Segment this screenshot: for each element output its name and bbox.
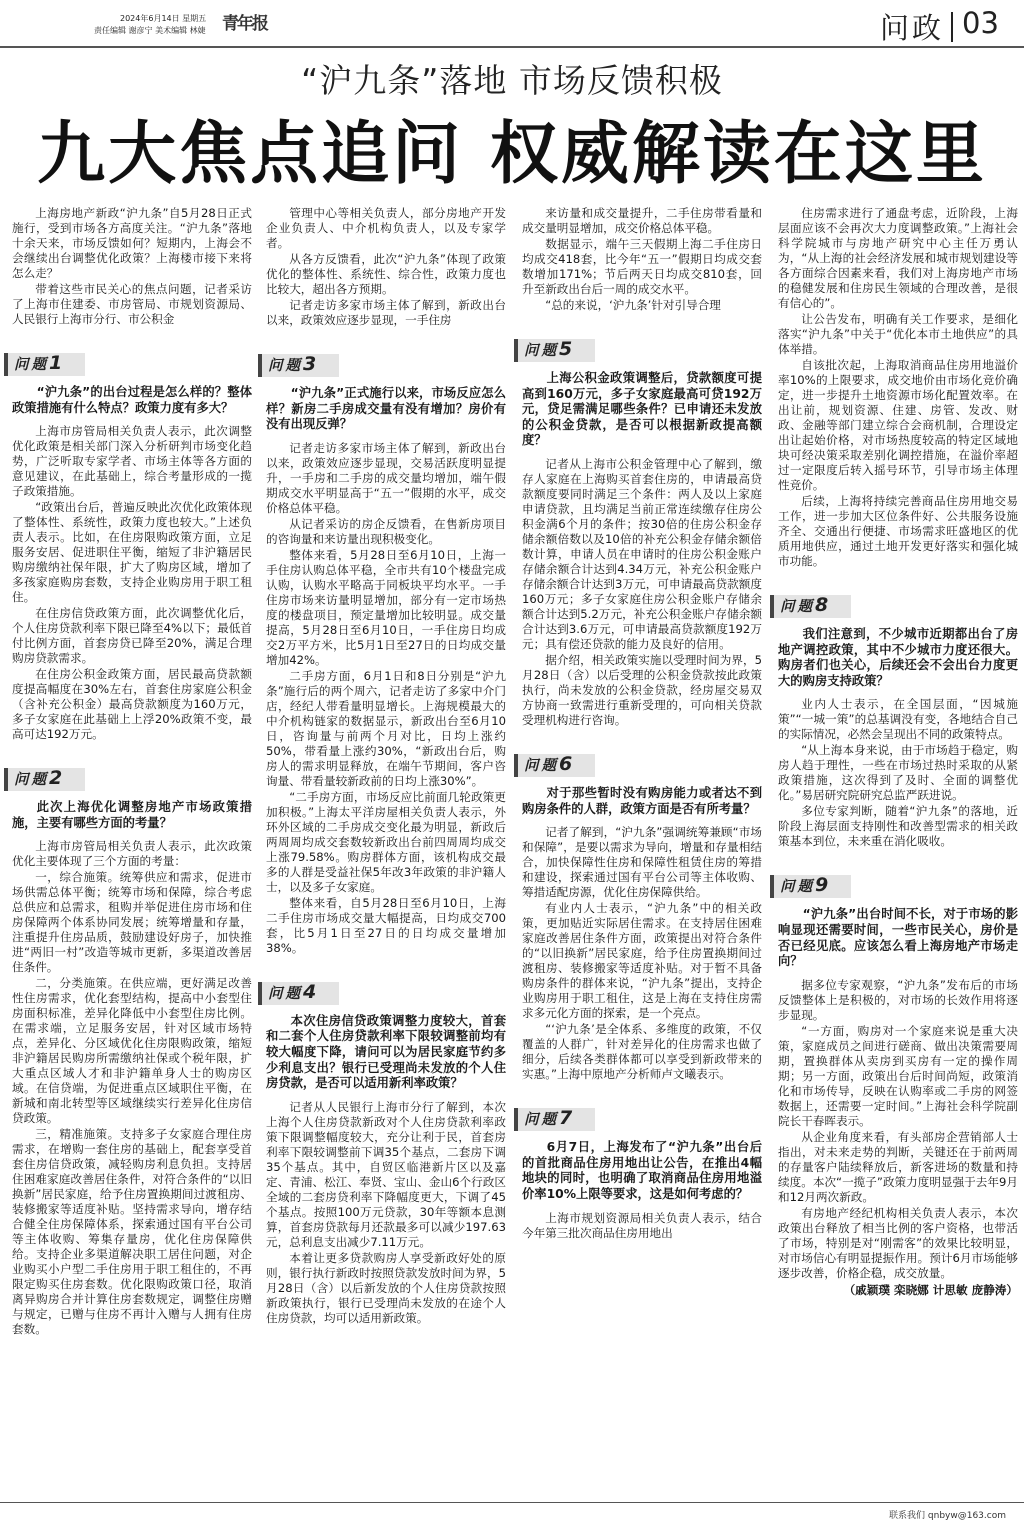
question-number: 7 (559, 1107, 576, 1130)
intro-paragraph: 来访量和成交量提升，二手住房带看量和成交量明显增加，成交价格总体平稳。 (522, 206, 762, 235)
footer-contact: 联系我们 qnbyw@163.com (889, 1511, 1006, 1521)
intro-paragraph: 住房需求进行了通盘考虑，近阶段，上海层面应该不会再次大力度调整政策。”上海社会科学院城市与房地产研究中心主任万勇认为，“从上海的社会经济发展和城市规划建设等各方面综合因素来看，我们对上海房地产市场的稳健发展和住房民生领域的合理改善，是很有信心的”。 (778, 206, 1018, 310)
answer-paragraph: 记者从人民银行上海市分行了解到，本次上海个人住房贷款新政对个人住房贷款利率政策下限调整幅度较大，充分让利于民，首套房利率下限较调整前下调35个基点，二套房下调35个基点。其中，自贸区临港新片区以及嘉定、青浦、松江、奉贤、宝山、金山6个行政区全域的二套房贷利率下降幅度更大，下调了45个基点。按照100万元贷款，30年等额本息测算，首套房贷款每月还款最多可以减少197.63元，总利息支出减少7.11万元。 (266, 1099, 506, 1249)
answer-paragraph: “从上海本身来说，由于市场趋于稳定，购房人趋于理性，一些在市场过热时采取的从紧政策措施，这次得到了及时、全面的调整优化。”易居研究院研究总监严跃进说。 (778, 743, 1018, 803)
question-text: “沪九条”的出台过程是怎么样的？整体政策措施有什么特点？政策力度有多大？ (12, 385, 252, 415)
question-label: 问题 (14, 772, 49, 789)
intro-paragraph: 数据显示，端午三天假期上海二手住房日均成交418套，比今年“五一”假期日均成交套数增加171%；节后两天日均成交810套，回升至新政出台后一周的成交水平。 (522, 237, 762, 296)
answer-paragraph: 在住房公积金政策方面，居民最高贷款额度提高幅度在30%左右，首套住房家庭公积金（含补充公积金）最高贷款额度为160万元，多子女家庭在此基础上上浮20%政策不变，最高可达192万元。 (12, 667, 252, 742)
question-block (522, 754, 762, 817)
answer-paragraph: 记者走访多家市场主体了解到，新政出台以来，政策效应逐步显现，交易活跃度明显提升，一手房和二手房的成交量均增加，端午假期成交水平明显高于“五一”假期的水平，成交价格总体平稳。 (266, 440, 506, 515)
question-tag (4, 353, 85, 376)
intro-paragraph: “总的来说，‘沪九条’针对引导合理 (545, 298, 721, 312)
top-rule (0, 46, 1024, 48)
answer-paragraph: 多位专家判断，随着“沪九条”的落地，近阶段上海层面支持刚性和改善型需求的相关政策基本到位，未来重在消化吸收。 (778, 804, 1018, 849)
answer-paragraph: 业内人士表示，在全国层面，“因城施策”“一城一策”的总基调没有变，各地结合自己的实际情况，必然会呈现出不同的政策特点。 (778, 697, 1018, 742)
answer-paragraph: 一，综合施策。统筹供应和需求，促进市场供需总体平衡；统筹市场和保障，综合考虑总供应和总需求，租购并举促进住房市场和住房保障两个体系协同发展；统筹增量和存量，注重提升住房品质，鼓励建设好房子，加快推进“两旧一村”改造等城市更新，多渠道改善居住条件。 (12, 870, 252, 975)
intro-paragraph: 从各方反馈看，此次“沪九条”体现了政策优化的整体性、系统性、综合性，政策力度也比较大，超出各方预期。 (266, 252, 506, 296)
question-label: 问题 (524, 757, 559, 774)
question-label: 问题 (14, 357, 49, 373)
question-block (12, 353, 252, 416)
continued-paragraph: 让公告发布，明确有关工作要求，是细化落实“沪九条”中关于“优化本市土地供应”的具体举措。 (778, 312, 1018, 356)
answer-paragraph: 整体来看，自5月28日至6月10日，上海二手住房市场成交量大幅提高，日均成交700套，比5月1日至27日的日均成交量增加38%。 (266, 895, 506, 955)
question-number: 8 (815, 594, 832, 616)
section-name: 问政 (880, 11, 945, 45)
answer-paragraph: 在住房信贷政策方面，此次调整优化后，个人住房贷款利率下限已降至4%以下；最低首付比例方面，首套房贷已降至20%，满足合理购房贷款需求。 (12, 606, 252, 666)
question-block (266, 982, 506, 1092)
intro-paragraph: 记者走访多家市场主体了解到，新政出台以来，政策效应逐步显现，一手住房 (266, 298, 506, 327)
answer-paragraph: 上海市规划资源局相关负责人表示，结合今年第三批次商品住房用地出 (522, 1210, 762, 1240)
question-tag (258, 354, 339, 377)
intro-paragraph: 管理中心等相关负责人，部分房地产开发企业负责人、中介机构负责人，以及专家学者。 (266, 206, 506, 250)
answer-paragraph: “‘沪九条’是全体系、多维度的政策，不仅覆盖的人群广，针对差异化的住房需求也做了细分，后续各类群体都可以享受到新政带来的实惠。”上海中原地产分析师卢文曦表示。 (522, 1022, 762, 1082)
question-tag (770, 875, 851, 898)
question-tag (4, 768, 85, 791)
question-block (522, 1108, 762, 1202)
question-block (522, 339, 762, 449)
question-tag (514, 754, 595, 777)
question-block (266, 354, 506, 433)
answer-paragraph: 从记者采访的房企反馈看，在售新房项目的咨询量和来访量出现积极变化。 (266, 516, 506, 546)
answer-paragraph: 二，分类施策。在供应端，更好满足改善性住房需求，优化套型结构，提高中小套型住房面积标准，差异化降低中小套型住房比例。在需求端，立足服务安居，针对区域市场特点，差异化、分区域优化住房限购政策，缩短非沪籍居民购房所需缴纳社保或个税年限，扩大重点区域人才和非沪籍单身人士的购房区域。在信贷端，为促进重点区域职住平衡，在新城和南北转型等区域继续实行差异化住房信贷政策。 (12, 976, 252, 1126)
intro-paragraph: 带着这些市民关心的焦点问题，记者采访了上海市住建委、市房管局、市规划资源局、人民银行上海市分行、市公积金 (12, 282, 252, 326)
question-number: 9 (815, 874, 832, 897)
page-number: 03 (962, 6, 999, 40)
article-column-3 (522, 206, 762, 1242)
answer-paragraph: 从企业角度来看，有头部房企营销部人士指出，对未来走势的判断，关键还在于前两周的存量客户陆续释放后，新客进场的数量和持续度。本次“一揽子”政策力度明显强于去年9月和12月两次新政。 (778, 1129, 1018, 1204)
question-text: 上海公积金政策调整后，贷款额度可提高到160万元，多子女家庭最高可贷192万元，贷足需满足哪些条件？已申请还未发放的公积金贷款，是否可以根据新政提高额度？ (522, 371, 762, 448)
answer-paragraph: 有房地产经纪机构相关负责人表示，本次政策出台释放了相当比例的客户资格，也带活了市场，特别是对“刚需客”的效果比较明显，对市场信心有明显提振作用。预计6月市场能够逐步改善，价格企稳，成交放量。 (778, 1205, 1018, 1280)
headline: 九大焦点追问 权威解读在这里 (37, 115, 987, 194)
footer (0, 1502, 1024, 1524)
question-text: “沪九条”出台时间不长，对于市场的影响显现还需要时间，一些市民关心，房价是否已经见底。应该怎么看上海房地产市场走向？ (778, 907, 1018, 969)
question-block (12, 768, 252, 831)
answer-paragraph: 据介绍，相关政策实施以受理时间为界，5月28日（含）以后受理的公积金贷款按此政策执行，尚未发放的公积金贷款，经房屋交易双方协商一致需进行重新受理的，可向相关贷款受理机构进行咨询。 (522, 652, 762, 727)
answer-paragraph: 有业内人士表示，“沪九条”中的相关政策，更加贴近实际居住需求。在支持居住困难家庭改善居住条件方面，政策提出对符合条件的“以旧换新”居民家庭，给予住房置换期间过渡租房、装修搬家等适度补贴。对于暂不具备购房条件的群体来说，“沪九条”提出，支持企业购房用于职工租住，这是上海在支持住房需求多元化方面的探索，是一个亮点。 (522, 901, 762, 1021)
question-text: 本次住房信贷政策调整力度较大，首套和二套个人住房贷款利率下限较调整前均有较大幅度下降，请问可以为居民家庭节约多少利息支出？银行已受理尚未发放的个人住房贷款，是否可以适用新利率政策？ (266, 1013, 506, 1091)
issue-date: 2024年6月14日 星期五 (120, 14, 207, 23)
question-block (778, 875, 1018, 969)
question-tag (258, 982, 339, 1005)
answer-paragraph: 记者了解到，“沪九条”强调统筹兼顾“市场和保障”，是要以需求为导向，增量和存量相结合，加快保障性住房和保障性租赁住房的筹措和建设，探索通过国有平台公司等主体收购、筹措适配房源，优化住房保障供给。 (522, 825, 762, 900)
answer-paragraph: “政策出台后，普遍反映此次优化政策体现了整体性、系统性，政策力度也较大。”上述负责人表示。比如，在住房限购政策方面，立足服务安居、促进职住平衡，缩短了非沪籍居民购房缴纳社保年限，扩大了购房区域，增加了多孩家庭购房套数，支持企业购房用于职工租住。 (12, 500, 252, 605)
answer-paragraph: 上海市房管局相关负责人表示，此次调整优化政策是相关部门深入分析研判市场变化趋势，广泛听取专家学者、市场主体等各方面的意见建议，在此基础上，综合考量形成的一揽子政策措施。 (12, 424, 252, 499)
answer-paragraph: 本着让更多贷款购房人享受新政好处的原则，银行执行新政时按照贷款发放时间为界，5月28日（含）以后新发放的个人住房贷款按照新政策执行，银行已受理尚未发放的在途个人住房贷款，均可以适用新政策。 (266, 1250, 506, 1325)
question-number: 4 (303, 980, 320, 1003)
footer-rule (0, 1502, 1024, 1503)
question-label: 问题 (524, 1112, 559, 1129)
question-tag (514, 339, 595, 362)
question-tag (770, 595, 851, 618)
answer-paragraph: “一方面，购房对一个家庭来说是重大决策，家庭成员之间进行磋商、做出决策需要周期，置换群体从卖房到买房有一定的操作周期；另一方面，政策出台后时间尚短，政策消化和市场传导，反映在认购率或二手房的网签数据上，还需要一定时间。”上海社会科学院副院长干春晖表示。 (778, 1023, 1018, 1128)
question-text: “沪九条”正式施行以来，市场反应怎么样？新房二手房成交量有没有增加？房价有没有出现反弹？ (266, 386, 506, 432)
question-number: 2 (49, 767, 66, 790)
editor-credits: 责任编辑 谢彦宁 美术编辑 林婕 (94, 26, 206, 35)
answer-paragraph: 二手房方面，6月1日和8日分别是“沪九条”施行后的两个周六，记者走访了多家中介门店，经纪人带看量明显增长。上海规模最大的中介机构链家的数据显示，新政出台至6月10日，咨询量与前两个月对比，日均上涨约50%，带看量上涨约30%，“新政出台后，购房人的需求明显释放，在端午节期间，客户咨询量、带看量较新政前的日均上涨30%”。 (266, 668, 506, 788)
intro-paragraph: 上海房地产新政“沪九条”自5月28日正式施行，受到市场各方高度关注。“沪九条”落地十余天来，市场反馈如何？短期内，上海会不会继续出台调整优化政策？上海楼市接下来将怎么走？ (12, 206, 252, 280)
masthead (0, 0, 1024, 46)
author-byline: （戚颖璞 栾晓娜 计思敏 庞静涛） (843, 1282, 1018, 1297)
question-number: 1 (49, 352, 66, 374)
subtitle: “沪九条”落地 市场反馈积极 (301, 61, 723, 100)
question-text: 我们注意到，不少城市近期都出台了房地产调控政策，其中不少城市力度还很大。购房者们也关心，后续还会不会出台力度更大的购房支持政策？ (778, 627, 1018, 688)
answer-paragraph: 整体来看，5月28日至6月10日，上海一手住房认购总体平稳，全市共有10个楼盘完成认购，认购水平略高于同板块平均水平。一手住房市场来访量明显增加，部分有一定市场热度的楼盘项目，预定量增加比较明显。成交量提高，5月28日至6月10日，一手住房日均成交2万平方米，比5月1日至27日的日均成交量增加42%。 (266, 547, 506, 667)
answer-paragraph: 三，精准施策。支持多子女家庭合理住房需求，在增购一套住房的基础上，配套享受首套住房信贷政策，减轻购房利息负担。支持居住困难家庭改善居住条件，对符合条件的“以旧换新”居民家庭，给予住房置换期间过渡租房、装修搬家等适度补贴。坚持需求导向，增存结合健全住房保障体系，探索通过国有平台公司等主体收购、筹集存量房，优化住房保障供给。支持企业多渠道解决职工居住问题，对企业购买小户型二手住房用于职工租住的，不再限定购买住房套数。优化限购政策口径，取消离异购房合并计算住房套数规定，调整住房赠与规定，已赠与住房不再计入赠与人拥有住房套数。 (12, 1127, 252, 1337)
article-column-2 (266, 206, 506, 1327)
answer-paragraph: 上海市房管局相关负责人表示，此次政策优化主要体现了三个方面的考量： (12, 839, 252, 869)
question-tag (514, 1108, 595, 1131)
continued-paragraph: 后续，上海将持续完善商品住房用地交易工作，进一步加大区位条件好、公共服务设施齐全、交通出行便捷、市场需求旺盛地区的优质用地供应，通过土地开发更好落实和强化城市功能。 (778, 494, 1018, 568)
question-label: 问题 (524, 343, 559, 359)
question-label: 问题 (268, 358, 303, 374)
question-text: 对于那些暂时没有购房能力或者达不到购房条件的人群，政策方面是否有所考量？ (522, 785, 762, 816)
answer-paragraph: “二手房方面，市场反应比前面几轮政策更加积极。”上海太平洋房屋相关负责人表示，外环外区域的二手房成交变化最为明显，新政后两周周均成交套数较新政出台前四周周均成交上涨79.58%。购房群体方面，该机构成交最多的人群是受益社保5年改3年政策的非沪籍人士，以及多子女家庭。 (266, 789, 506, 894)
question-label: 问题 (268, 985, 303, 1002)
answer-paragraph: 据多位专家观察，“沪九条”发布后的市场反馈整体上是积极的，对市场的长效作用将逐步显现。 (778, 977, 1018, 1022)
question-block (778, 595, 1018, 689)
newspaper-logo: 青年报 (222, 14, 267, 34)
question-number: 6 (559, 752, 576, 775)
continued-paragraph: 自该批次起，上海取消商品住房用地溢价率10%的上限要求，成交地价由市场化竞价确定，进一步提升土地资源市场化配置效率。在出让前，规划资源、住建、房管、发改、财政、金融等部门建立综合会商机制，合理设定出让起始价格，对市场热度较高的特定区域地块可经决策采取差别化调控措施，在溢价率超过一定限度后转入摇号环节，引导市场主体理性竞价。 (778, 358, 1018, 492)
section-divider (951, 12, 953, 42)
question-number: 3 (303, 353, 320, 375)
question-number: 5 (559, 338, 576, 360)
article-column-1 (12, 206, 252, 1338)
question-label: 问题 (780, 599, 815, 615)
article-column-4 (778, 206, 1018, 1298)
question-text: 6月7日，上海发布了“沪九条”出台后的首批商品住房用地出让公告，在推出4幅地块的同时，也明确了取消商品住房用地溢价率10%上限等要求，这是如何考虑的？ (522, 1140, 762, 1201)
answer-paragraph: 记者从上海市公积金管理中心了解到，缴存人家庭在上海购买首套住房的，申请最高贷款额度要同时满足三个条件：两人及以上家庭申请贷款，且均满足当前正常连续缴存住房公积金满6个月的条件；按30倍的住房公积金存储余额倍数以及10倍的补充公积金存储余额倍数计算，申请人员在申请时的住房公积金账户存储余额合计达到4.34万元，补充公积金账户存储余额合计达到3万元，可申请最高贷款额度160万元；多子女家庭住房公积金账户存储余额合计达到5.2万元，补充公积金账户存储余额合计达到3.6万元，可申请最高贷款额度192万元；具有偿还贷款的能力及良好的信用。 (522, 456, 762, 651)
question-text: 此次上海优化调整房地产市场政策措施，主要有哪些方面的考量？ (12, 800, 252, 830)
question-label: 问题 (780, 879, 815, 896)
